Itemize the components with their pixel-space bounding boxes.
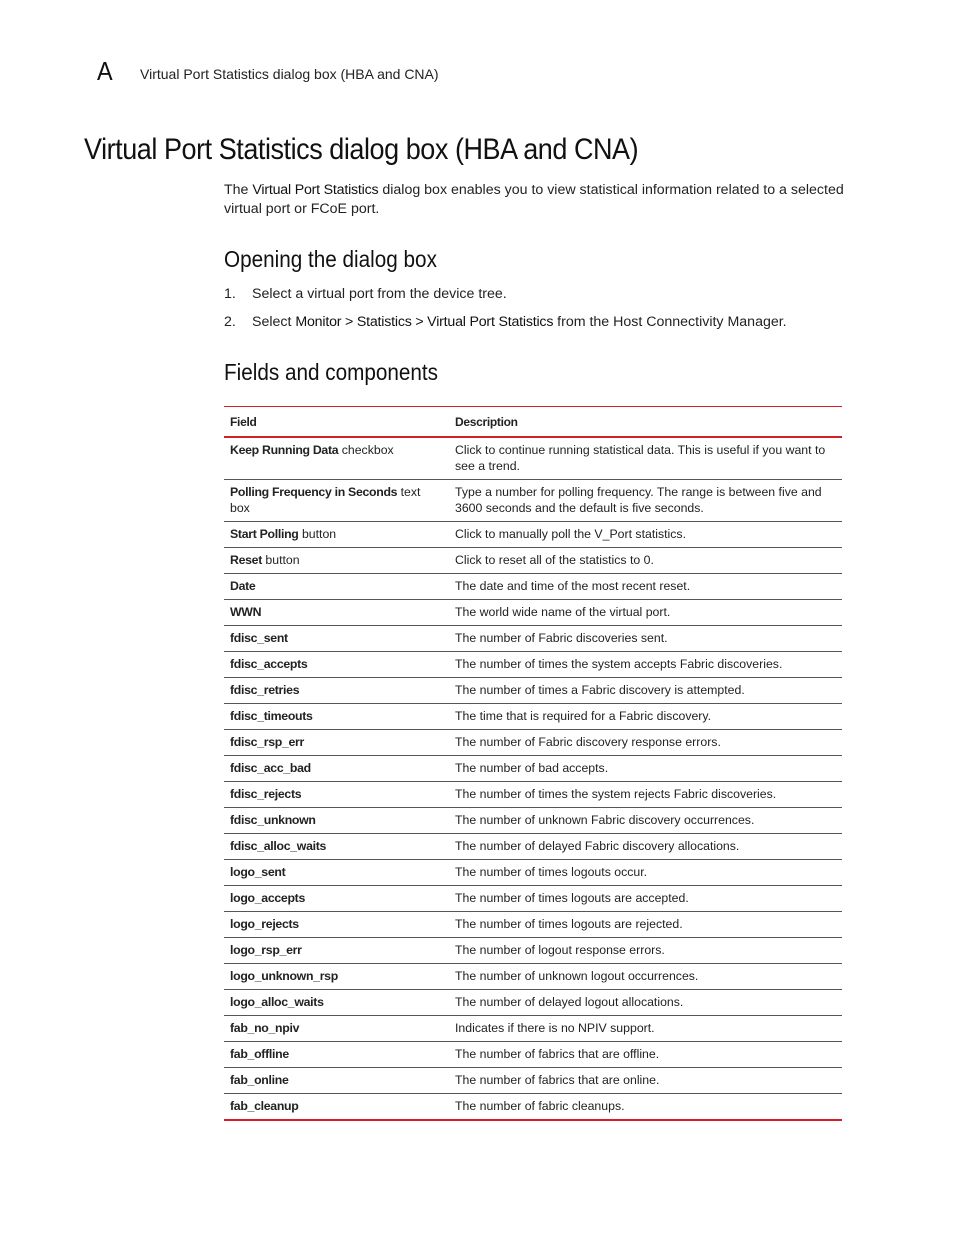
page-title: Virtual Port Statistics dialog box (HBA and CNA) bbox=[84, 133, 639, 166]
field-name: fab_cleanup bbox=[230, 1099, 299, 1113]
field-cell bbox=[224, 704, 449, 730]
intro-dialog-name: Virtual Port Statistics bbox=[252, 182, 379, 198]
field-cell bbox=[224, 522, 449, 548]
field-name: fdisc_rsp_err bbox=[230, 735, 305, 749]
step-number: 2. bbox=[224, 314, 236, 330]
table-row bbox=[224, 1068, 842, 1094]
field-cell bbox=[224, 808, 449, 834]
field-description: The number of times logouts are rejected. bbox=[449, 912, 842, 938]
field-description: The number of Fabric discoveries sent. bbox=[449, 626, 842, 652]
table-row bbox=[224, 886, 842, 912]
menu-path: Monitor > Statistics > Virtual Port Statistics bbox=[295, 314, 554, 330]
step-text-pre: Select bbox=[252, 314, 296, 330]
field-description: The number of Fabric discovery response errors. bbox=[449, 730, 842, 756]
field-description: The world wide name of the virtual port. bbox=[449, 600, 842, 626]
field-cell bbox=[224, 834, 449, 860]
table-row bbox=[224, 860, 842, 886]
table-row bbox=[224, 756, 842, 782]
table-row bbox=[224, 808, 842, 834]
field-cell bbox=[224, 990, 449, 1016]
table-row bbox=[224, 834, 842, 860]
field-description: Indicates if there is no NPIV support. bbox=[449, 1016, 842, 1042]
field-name: Polling Frequency in Seconds bbox=[230, 485, 398, 499]
field-name: logo_unknown_rsp bbox=[230, 969, 338, 983]
field-name: fdisc_alloc_waits bbox=[230, 839, 327, 853]
field-cell bbox=[224, 782, 449, 808]
field-name: logo_rejects bbox=[230, 917, 299, 931]
table-row bbox=[224, 652, 842, 678]
table-row bbox=[224, 964, 842, 990]
field-description: The number of delayed logout allocations. bbox=[449, 990, 842, 1016]
field-name: fdisc_retries bbox=[230, 683, 300, 697]
field-description: The number of unknown Fabric discovery occurrences. bbox=[449, 808, 842, 834]
field-cell bbox=[224, 1068, 449, 1094]
running-header: Virtual Port Statistics dialog box (HBA and CNA) bbox=[140, 66, 439, 82]
section-heading-fields: Fields and components bbox=[224, 359, 439, 385]
field-description: The time that is required for a Fabric discovery. bbox=[449, 704, 842, 730]
intro-text-post: dialog box enables you to view statistical information related to a selected virtual port or FCoE port. bbox=[224, 182, 844, 217]
field-name: WWN bbox=[230, 605, 262, 619]
field-cell bbox=[224, 652, 449, 678]
table-row bbox=[224, 912, 842, 938]
field-description: The number of bad accepts. bbox=[449, 756, 842, 782]
field-type: text box bbox=[230, 485, 421, 515]
step-2 bbox=[224, 314, 787, 330]
field-type: button bbox=[262, 553, 300, 567]
field-name: fab_no_npiv bbox=[230, 1021, 300, 1035]
field-cell bbox=[224, 480, 449, 522]
field-description: Click to continue running statistical data. This is useful if you want to see a trend. bbox=[449, 437, 842, 480]
field-cell bbox=[224, 600, 449, 626]
table-row bbox=[224, 1094, 842, 1121]
intro-text-pre: The bbox=[224, 182, 253, 198]
field-name: logo_rsp_err bbox=[230, 943, 302, 957]
field-description: The number of times a Fabric discovery is attempted. bbox=[449, 678, 842, 704]
column-header-field: Field bbox=[224, 407, 449, 438]
field-description: The number of times the system accepts Fabric discoveries. bbox=[449, 652, 842, 678]
field-description: Click to manually poll the V_Port statistics. bbox=[449, 522, 842, 548]
field-description: The number of fabrics that are online. bbox=[449, 1068, 842, 1094]
table-row bbox=[224, 1042, 842, 1068]
step-number: 1. bbox=[224, 286, 236, 302]
field-name: fdisc_rejects bbox=[230, 787, 302, 801]
field-cell bbox=[224, 860, 449, 886]
field-cell bbox=[224, 886, 449, 912]
column-header-description: Description bbox=[449, 407, 842, 438]
field-description: The number of unknown logout occurrences. bbox=[449, 964, 842, 990]
table-row bbox=[224, 782, 842, 808]
table-row bbox=[224, 730, 842, 756]
field-description: The date and time of the most recent reset. bbox=[449, 574, 842, 600]
field-name: logo_accepts bbox=[230, 891, 305, 905]
table-row bbox=[224, 1016, 842, 1042]
field-description: The number of times logouts occur. bbox=[449, 860, 842, 886]
field-description: The number of times the system rejects Fabric discoveries. bbox=[449, 782, 842, 808]
table-row bbox=[224, 548, 842, 574]
field-cell bbox=[224, 626, 449, 652]
field-description: The number of fabrics that are offline. bbox=[449, 1042, 842, 1068]
field-name: Date bbox=[230, 579, 256, 593]
table-row bbox=[224, 522, 842, 548]
fields-table bbox=[224, 406, 842, 1121]
field-description: Type a number for polling frequency. The range is between five and 3600 seconds and the default is five seconds. bbox=[449, 480, 842, 522]
field-name: fdisc_timeouts bbox=[230, 709, 313, 723]
field-name: fdisc_accepts bbox=[230, 657, 308, 671]
step-text: Select a virtual port from the device tree. bbox=[252, 286, 507, 302]
field-cell bbox=[224, 912, 449, 938]
field-description: The number of delayed Fabric discovery allocations. bbox=[449, 834, 842, 860]
table-row bbox=[224, 480, 842, 522]
field-name: fab_online bbox=[230, 1073, 289, 1087]
field-cell bbox=[224, 548, 449, 574]
field-cell bbox=[224, 730, 449, 756]
field-type: checkbox bbox=[338, 443, 394, 457]
appendix-letter: A bbox=[97, 56, 113, 86]
field-cell bbox=[224, 964, 449, 990]
table-row bbox=[224, 574, 842, 600]
table-row bbox=[224, 626, 842, 652]
table-row bbox=[224, 437, 842, 480]
table-row bbox=[224, 938, 842, 964]
step-text-post: from the Host Connectivity Manager. bbox=[553, 314, 787, 330]
field-description: Click to reset all of the statistics to 0. bbox=[449, 548, 842, 574]
field-cell bbox=[224, 756, 449, 782]
step-1 bbox=[224, 286, 507, 302]
field-cell bbox=[224, 437, 449, 480]
section-heading-opening: Opening the dialog box bbox=[224, 246, 437, 272]
field-name: logo_sent bbox=[230, 865, 286, 879]
field-description: The number of times logouts are accepted. bbox=[449, 886, 842, 912]
table-row bbox=[224, 704, 842, 730]
field-name: fdisc_acc_bad bbox=[230, 761, 311, 775]
field-cell bbox=[224, 938, 449, 964]
field-name: Keep Running Data bbox=[230, 443, 339, 457]
field-name: logo_alloc_waits bbox=[230, 995, 324, 1009]
field-description: The number of logout response errors. bbox=[449, 938, 842, 964]
table-row bbox=[224, 600, 842, 626]
field-cell bbox=[224, 678, 449, 704]
field-cell bbox=[224, 574, 449, 600]
intro-paragraph bbox=[224, 181, 844, 219]
field-type: button bbox=[298, 527, 337, 541]
field-name: Reset bbox=[230, 553, 262, 567]
table-row bbox=[224, 678, 842, 704]
table-header-row bbox=[224, 407, 842, 438]
field-name: fdisc_unknown bbox=[230, 813, 316, 827]
field-name: fab_offline bbox=[230, 1047, 289, 1061]
table-row bbox=[224, 990, 842, 1016]
field-description: The number of fabric cleanups. bbox=[449, 1094, 842, 1121]
field-cell bbox=[224, 1016, 449, 1042]
field-name: fdisc_sent bbox=[230, 631, 288, 645]
field-cell bbox=[224, 1094, 449, 1121]
field-name: Start Polling bbox=[230, 527, 299, 541]
field-cell bbox=[224, 1042, 449, 1068]
